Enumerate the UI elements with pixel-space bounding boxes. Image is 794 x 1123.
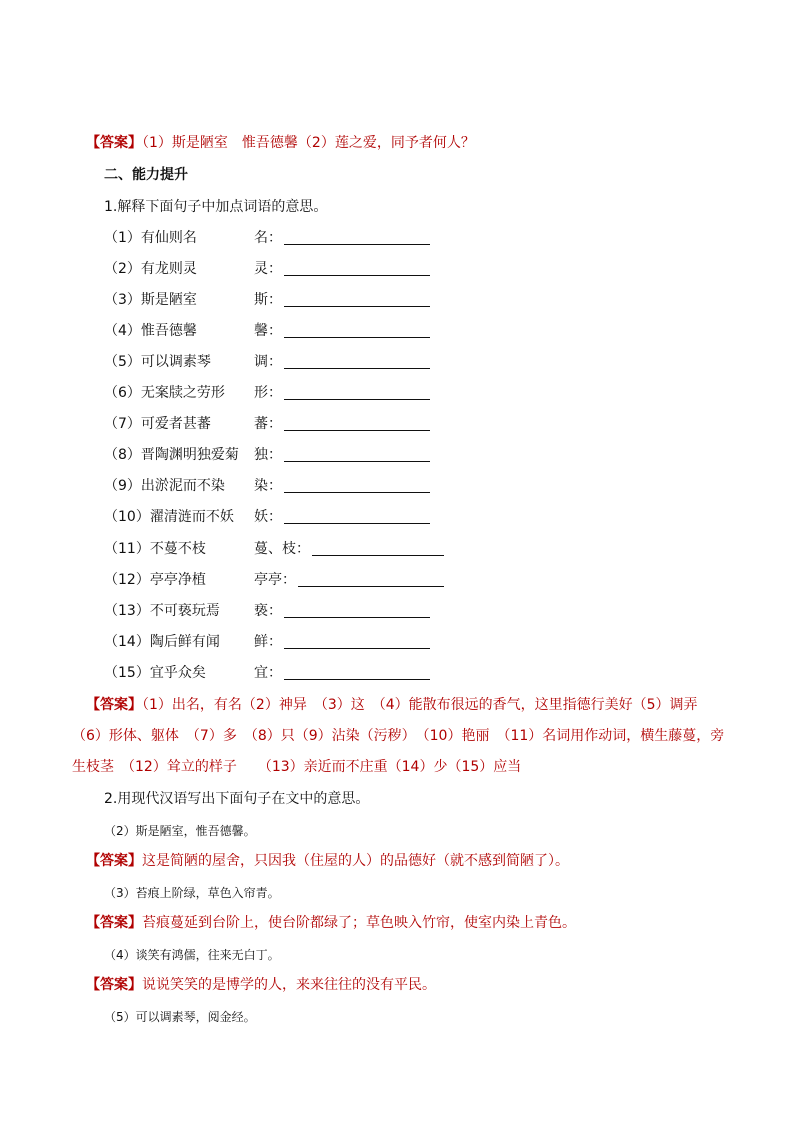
- answer-text: （1）出名，有名（2）神异 （3）这 （4）能散布很远的香气，这里指德行美好（5）调弄: [142, 697, 698, 713]
- q1-word: 形：: [254, 385, 282, 401]
- q1-sentence: （1）有仙则名: [104, 230, 197, 246]
- answer-tag: 【答案】: [86, 135, 142, 151]
- answer-2-line-3: 生枝茎 （12）耸立的样子 （13）亲近而不庄重（14）少（15）应当: [72, 759, 522, 775]
- q1-word: 鲜：: [254, 634, 282, 650]
- answer-tag: 【答案】: [86, 915, 142, 931]
- section-title: 二、能力提升: [104, 167, 188, 183]
- answer-blank[interactable]: [284, 617, 430, 618]
- q2-sentence: （2）斯是陋室，惟吾德馨。: [104, 824, 256, 838]
- answer-tag: 【答案】: [86, 853, 142, 869]
- q1-word: 妖：: [254, 509, 282, 525]
- q1-word: 蕃：: [254, 416, 282, 432]
- q1-word: 名：: [254, 230, 282, 246]
- question-1-title: 1.解释下面句子中加点词语的意思。: [104, 199, 328, 215]
- q2-answer: [86, 852, 569, 870]
- q1-sentence: （9）出淤泥而不染: [104, 478, 225, 494]
- answer-blank[interactable]: [284, 399, 430, 400]
- q1-sentence: （7）可爱者甚蕃: [104, 416, 211, 432]
- q1-sentence: （6）无案牍之劳形: [104, 385, 225, 401]
- answer-text: 这是简陋的屋舍，只因我（住屋的人）的品德好（就不感到简陋了）。: [142, 853, 569, 869]
- q2-answer: [86, 976, 436, 994]
- q2-sentence: （3）苔痕上阶绿，草色入帘青。: [104, 886, 280, 900]
- q1-sentence: （4）惟吾德馨: [104, 323, 197, 339]
- answer-blank[interactable]: [312, 555, 444, 556]
- q1-sentence: （3）斯是陋室: [104, 292, 197, 308]
- answer-2-line-1: [86, 696, 698, 714]
- answer-blank[interactable]: [284, 430, 430, 431]
- q1-word: 蔓、枝：: [254, 541, 310, 557]
- answer-blank[interactable]: [284, 492, 430, 493]
- answer-text: 苔痕蔓延到台阶上，使台阶都绿了；草色映入竹帘，使室内染上青色。: [142, 915, 576, 931]
- q2-sentence: （4）谈笑有鸿儒，往来无白丁。: [104, 948, 280, 962]
- q2-answer: [86, 914, 576, 932]
- answer-tag: 【答案】: [86, 977, 142, 993]
- q1-word: 染：: [254, 478, 282, 494]
- q1-word: 调：: [254, 354, 282, 370]
- q1-sentence: （13）不可亵玩焉: [104, 603, 220, 619]
- answer-blank[interactable]: [284, 244, 430, 245]
- answer-tag: 【答案】: [86, 697, 142, 713]
- answer-text: （1）斯是陋室 惟吾德馨（2）莲之爱，同予者何人？: [142, 135, 475, 151]
- answer-line-1: [86, 134, 475, 152]
- q2-sentence: （5）可以调素琴，阅金经。: [104, 1010, 256, 1024]
- answer-blank[interactable]: [284, 461, 430, 462]
- answer-blank[interactable]: [284, 523, 430, 524]
- answer-blank[interactable]: [284, 337, 430, 338]
- answer-blank[interactable]: [284, 306, 430, 307]
- q1-word: 馨：: [254, 323, 282, 339]
- answer-2-line-2: （6）形体、躯体 （7）多 （8）只（9）沾染（污秽） （10）艳丽 （11）名词用作动词，横生藤蔓，旁: [72, 728, 725, 744]
- q1-sentence: （2）有龙则灵: [104, 261, 197, 277]
- answer-blank[interactable]: [284, 679, 430, 680]
- answer-text: 说说笑笑的是博学的人，来来往往的没有平民。: [142, 977, 436, 993]
- q1-word: 独：: [254, 447, 282, 463]
- q1-sentence: （12）亭亭净植: [104, 572, 206, 588]
- q1-word: 宜：: [254, 665, 282, 681]
- answer-blank[interactable]: [284, 368, 430, 369]
- q1-word: 亵：: [254, 603, 282, 619]
- answer-blank[interactable]: [298, 586, 444, 587]
- q1-sentence: （8）晋陶渊明独爱菊: [104, 447, 239, 463]
- q1-sentence: （5）可以调素琴: [104, 354, 211, 370]
- answer-blank[interactable]: [284, 275, 430, 276]
- q1-sentence: （14）陶后鲜有闻: [104, 634, 220, 650]
- answer-blank[interactable]: [284, 648, 430, 649]
- question-2-title: 2.用现代汉语写出下面句子在文中的意思。: [104, 791, 370, 807]
- q1-word: 灵：: [254, 261, 282, 277]
- q1-sentence: （15）宜乎众矣: [104, 665, 206, 681]
- q1-sentence: （10）濯清涟而不妖: [104, 509, 234, 525]
- q1-word: 斯：: [254, 292, 282, 308]
- q1-word: 亭亭：: [254, 572, 296, 588]
- q1-sentence: （11）不蔓不枝: [104, 541, 206, 557]
